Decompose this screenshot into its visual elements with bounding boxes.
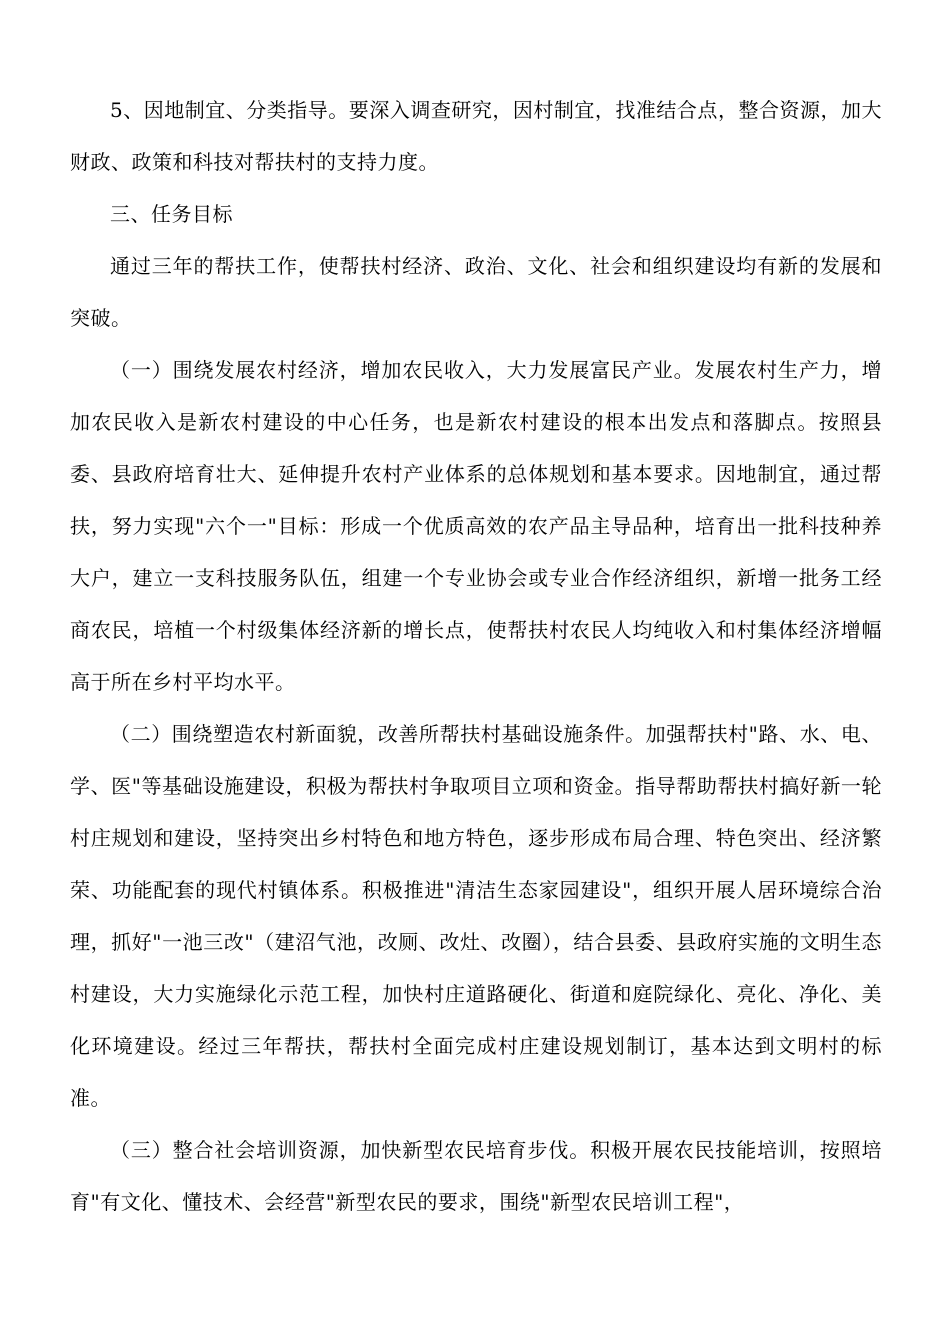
- section-heading-task-goals: 三、任务目标: [110, 202, 233, 226]
- paragraph-item-2: （二）围绕塑造农村新面貌，改善所帮扶村基础设施条件。加强帮扶村"路、水、电、学、医"等基础设施建设，积极为帮扶村争取项目立项和资金。指导帮助帮扶村搞好新一轮村庄规划和建设，坚持突出乡村特色和地方特色，逐步形成布局合理、特色突出、经济繁荣、功能配套的现代村镇体系。积极推进"清洁生态家园建设"，组织开展人居环境综合治理，抓好"一池三改"（建沼气池，改厕、改灶、改圈），结合县委、县政府实施的文明生态村建设，大力实施绿化示范工程，加快村庄道路硬化、街道和庭院绿化、亮化、净化、美化环境建设。经过三年帮扶，帮扶村全面完成村庄建设规划制订，基本达到文明村的标准。: [70, 722, 882, 1110]
- paragraph-principle-5: 5、因地制宜、分类指导。要深入调查研究，因村制宜，找准结合点，整合资源，加大财政、政策和科技对帮扶村的支持力度。: [70, 98, 882, 174]
- paragraph-item-1: （一）围绕发展农村经济，增加农民收入，大力发展富民产业。发展农村生产力，增加农民收入是新农村建设的中心任务，也是新农村建设的根本出发点和落脚点。按照县委、县政府培育壮大、延伸提升农村产业体系的总体规划和基本要求。因地制宜，通过帮扶，努力实现"六个一"目标：形成一个优质高效的农产品主导品种，培育出一批科技种养大户，建立一支科技服务队伍，组建一个专业协会或专业合作经济组织，新增一批务工经商农民，培植一个村级集体经济新的增长点，使帮扶村农民人均纯收入和村集体经济增幅高于所在乡村平均水平。: [70, 358, 882, 694]
- paragraph-item-3: （三）整合社会培训资源，加快新型农民培育步伐。积极开展农民技能培训，按照培育"有文化、懂技术、会经营"新型农民的要求，围绕"新型农民培训工程"，: [70, 1138, 882, 1214]
- paragraph-goals-intro: 通过三年的帮扶工作，使帮扶村经济、政治、文化、社会和组织建设均有新的发展和突破。: [70, 254, 882, 330]
